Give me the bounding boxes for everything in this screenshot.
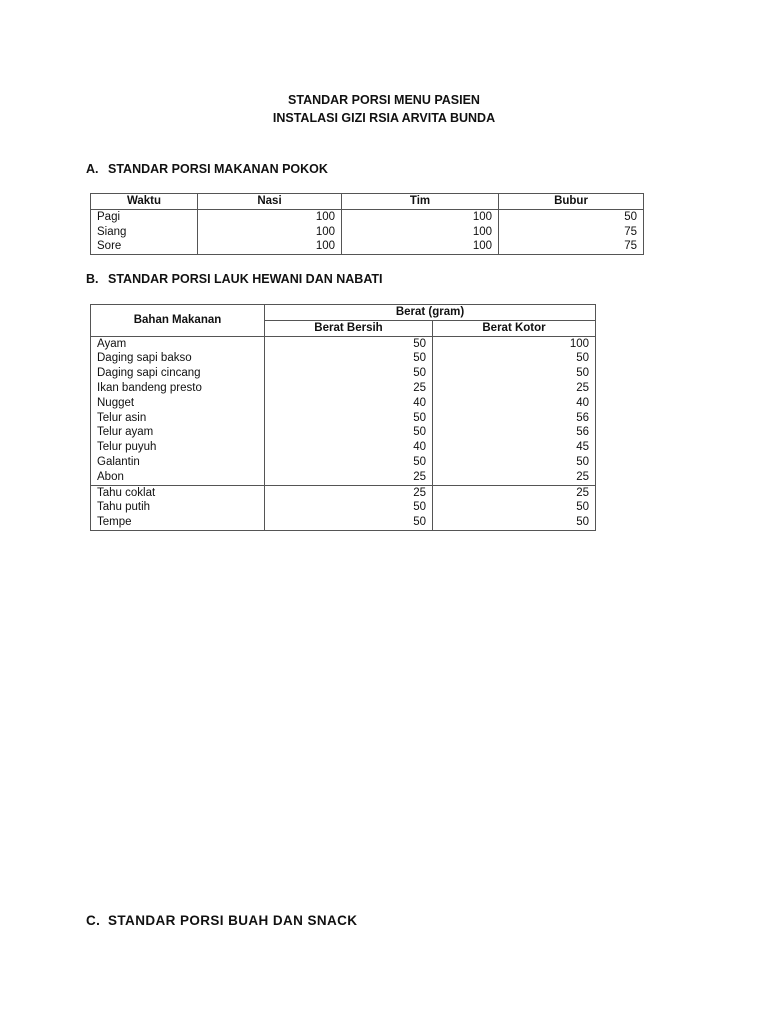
gross-weight-cell: 50 (433, 351, 596, 366)
gross-weight-cell: 25 (433, 381, 596, 396)
section-b-title: STANDAR PORSI LAUK HEWANI DAN NABATI (108, 272, 383, 286)
table-row (91, 225, 644, 240)
net-weight-cell: 50 (265, 515, 433, 530)
section-a-letter: A. (86, 162, 99, 176)
table-row (91, 470, 596, 485)
gross-weight-cell: 45 (433, 440, 596, 455)
gross-weight-cell: 50 (433, 455, 596, 470)
column-group-header-berat: Berat (gram) (265, 305, 596, 321)
net-weight-cell: 50 (265, 500, 433, 515)
nasi-cell: 100 (198, 239, 342, 254)
food-item-cell: Nugget (91, 396, 265, 411)
net-weight-cell: 50 (265, 336, 433, 351)
food-item-cell: Abon (91, 470, 265, 485)
gross-weight-cell: 56 (433, 425, 596, 440)
protein-side-dish-table (90, 304, 596, 531)
staple-food-table (90, 193, 644, 255)
table-row (91, 440, 596, 455)
table-row (91, 381, 596, 396)
tim-cell: 100 (342, 225, 499, 240)
bubur-cell: 75 (499, 225, 644, 240)
food-item-cell: Ikan bandeng presto (91, 381, 265, 396)
section-a-heading (86, 162, 328, 177)
meal-time-cell: Siang (91, 225, 198, 240)
gross-weight-cell: 50 (433, 515, 596, 530)
column-header-bubur: Bubur (499, 194, 644, 210)
net-weight-cell: 40 (265, 440, 433, 455)
bubur-cell: 75 (499, 239, 644, 254)
table-row (91, 351, 596, 366)
tim-cell: 100 (342, 239, 499, 254)
food-item-cell: Tempe (91, 515, 265, 530)
net-weight-cell: 50 (265, 351, 433, 366)
section-c-heading (86, 913, 357, 928)
section-b-heading (86, 272, 383, 287)
table-row (91, 239, 644, 254)
food-item-cell: Telur asin (91, 411, 265, 426)
food-item-cell: Tahu putih (91, 500, 265, 515)
table-row (91, 396, 596, 411)
document-subtitle: INSTALASI GIZI RSIA ARVITA BUNDA (272, 111, 496, 125)
table-row (91, 485, 596, 500)
column-header-waktu: Waktu (91, 194, 198, 210)
food-item-cell: Telur ayam (91, 425, 265, 440)
column-header-bahan-makanan: Bahan Makanan (91, 305, 265, 337)
net-weight-cell: 25 (265, 470, 433, 485)
table-row (91, 515, 596, 530)
column-header-tim: Tim (342, 194, 499, 210)
staple-food-header-row (91, 194, 644, 210)
food-item-cell: Galantin (91, 455, 265, 470)
column-header-berat-bersih: Berat Bersih (265, 320, 433, 336)
gross-weight-cell: 56 (433, 411, 596, 426)
food-item-cell: Telur puyuh (91, 440, 265, 455)
table-row (91, 209, 644, 224)
table-row (91, 500, 596, 515)
food-item-cell: Tahu coklat (91, 485, 265, 500)
net-weight-cell: 50 (265, 455, 433, 470)
food-item-cell: Ayam (91, 336, 265, 351)
table-row (91, 455, 596, 470)
net-weight-cell: 50 (265, 425, 433, 440)
gross-weight-cell: 25 (433, 470, 596, 485)
net-weight-cell: 25 (265, 485, 433, 500)
protein-header-row (91, 305, 596, 321)
net-weight-cell: 25 (265, 381, 433, 396)
table-row (91, 336, 596, 351)
meal-time-cell: Pagi (91, 209, 198, 224)
gross-weight-cell: 40 (433, 396, 596, 411)
gross-weight-cell: 100 (433, 336, 596, 351)
food-item-cell: Daging sapi bakso (91, 351, 265, 366)
table-row (91, 411, 596, 426)
bubur-cell: 50 (499, 209, 644, 224)
table-row (91, 425, 596, 440)
table-row (91, 366, 596, 381)
tim-cell: 100 (342, 209, 499, 224)
net-weight-cell: 50 (265, 366, 433, 381)
net-weight-cell: 40 (265, 396, 433, 411)
gross-weight-cell: 50 (433, 366, 596, 381)
column-header-berat-kotor: Berat Kotor (433, 320, 596, 336)
meal-time-cell: Sore (91, 239, 198, 254)
nasi-cell: 100 (198, 209, 342, 224)
section-c-letter: C. (86, 913, 101, 928)
section-b-letter: B. (86, 272, 99, 286)
section-c-title: STANDAR PORSI BUAH DAN SNACK (108, 913, 358, 928)
section-a-title: STANDAR PORSI MAKANAN POKOK (108, 162, 328, 176)
food-item-cell: Daging sapi cincang (91, 366, 265, 381)
gross-weight-cell: 25 (433, 485, 596, 500)
net-weight-cell: 50 (265, 411, 433, 426)
gross-weight-cell: 50 (433, 500, 596, 515)
nasi-cell: 100 (198, 225, 342, 240)
document-title: STANDAR PORSI MENU PASIEN (288, 93, 480, 107)
column-header-nasi: Nasi (198, 194, 342, 210)
